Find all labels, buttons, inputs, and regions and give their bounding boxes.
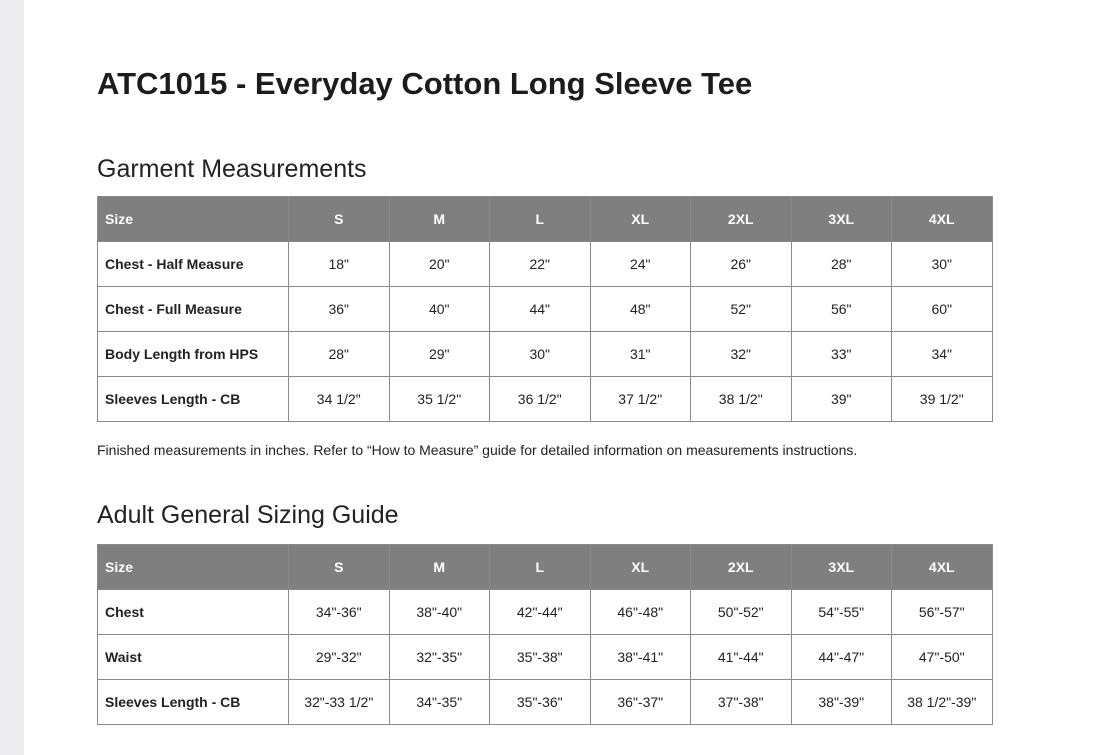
measurement-cell: 35"-36" (490, 680, 591, 725)
measurement-cell: 32"-33 1/2" (289, 680, 390, 725)
column-header: XL (590, 545, 691, 590)
column-header: 2XL (691, 197, 792, 242)
measurement-cell: 34 1/2" (289, 377, 390, 422)
measurement-cell: 56" (791, 287, 892, 332)
table-header-row (98, 545, 993, 590)
measurement-cell: 34"-36" (289, 590, 390, 635)
measurement-cell: 44"-47" (791, 635, 892, 680)
measurement-cell: 34" (892, 332, 993, 377)
measurement-cell: 36" (289, 287, 390, 332)
table-row (98, 590, 993, 635)
measurement-cell: 52" (691, 287, 792, 332)
table-row (98, 635, 993, 680)
document-title: ATC1015 - Everyday Cotton Long Sleeve Tee (97, 66, 753, 101)
measurement-cell: 26" (691, 242, 792, 287)
measurement-cell: 35 1/2" (389, 377, 490, 422)
measurement-cell: 42"-44" (490, 590, 591, 635)
measurement-cell: 60" (892, 287, 993, 332)
row-label: Sleeves Length - CB (98, 377, 289, 422)
measurement-cell: 37"-38" (691, 680, 792, 725)
measurement-cell: 37 1/2" (590, 377, 691, 422)
measurement-cell: 18" (289, 242, 390, 287)
garment-measurements-table (97, 196, 993, 422)
measurement-cell: 48" (590, 287, 691, 332)
measurement-cell: 24" (590, 242, 691, 287)
measurement-cell: 38 1/2" (691, 377, 792, 422)
measurement-cell: 50"-52" (691, 590, 792, 635)
garment-measurements-heading: Garment Measurements (97, 155, 367, 183)
measurement-cell: 38"-41" (590, 635, 691, 680)
measurement-cell: 38 1/2"-39" (892, 680, 993, 725)
measurement-cell: 38"-40" (389, 590, 490, 635)
column-header: 3XL (791, 197, 892, 242)
document-page (24, 0, 1112, 755)
measurement-cell: 56"-57" (892, 590, 993, 635)
measurement-cell: 35"-38" (490, 635, 591, 680)
column-header: L (490, 197, 591, 242)
table-row (98, 242, 993, 287)
row-label: Chest - Half Measure (98, 242, 289, 287)
measurement-cell: 54"-55" (791, 590, 892, 635)
measurement-note: Finished measurements in inches. Refer to “How to Measure” guide for detailed information on measurements instructions. (97, 442, 858, 458)
column-header: 2XL (691, 545, 792, 590)
column-header: 4XL (892, 197, 993, 242)
row-label: Chest - Full Measure (98, 287, 289, 332)
column-header: S (289, 197, 390, 242)
column-header: Size (98, 197, 289, 242)
table-row (98, 377, 993, 422)
measurement-cell: 36"-37" (590, 680, 691, 725)
column-header: M (389, 197, 490, 242)
measurement-cell: 30" (892, 242, 993, 287)
column-header: XL (590, 197, 691, 242)
row-label: Chest (98, 590, 289, 635)
measurement-cell: 28" (289, 332, 390, 377)
row-label: Sleeves Length - CB (98, 680, 289, 725)
sizing-guide-heading: Adult General Sizing Guide (97, 501, 399, 529)
column-header: L (490, 545, 591, 590)
column-header: 3XL (791, 545, 892, 590)
measurement-cell: 33" (791, 332, 892, 377)
measurement-cell: 31" (590, 332, 691, 377)
column-header: Size (98, 545, 289, 590)
measurement-cell: 38"-39" (791, 680, 892, 725)
measurement-cell: 41"-44" (691, 635, 792, 680)
measurement-cell: 40" (389, 287, 490, 332)
table-header-row (98, 197, 993, 242)
measurement-cell: 46"-48" (590, 590, 691, 635)
measurement-cell: 44" (490, 287, 591, 332)
column-header: 4XL (892, 545, 993, 590)
table-row (98, 680, 993, 725)
sizing-guide-table (97, 544, 993, 725)
measurement-cell: 20" (389, 242, 490, 287)
measurement-cell: 39 1/2" (892, 377, 993, 422)
measurement-cell: 22" (490, 242, 591, 287)
column-header: M (389, 545, 490, 590)
measurement-cell: 36 1/2" (490, 377, 591, 422)
row-label: Body Length from HPS (98, 332, 289, 377)
measurement-cell: 39" (791, 377, 892, 422)
measurement-cell: 32" (691, 332, 792, 377)
table-row (98, 332, 993, 377)
column-header: S (289, 545, 390, 590)
measurement-cell: 28" (791, 242, 892, 287)
table-row (98, 287, 993, 332)
measurement-cell: 32"-35" (389, 635, 490, 680)
measurement-cell: 29"-32" (289, 635, 390, 680)
row-label: Waist (98, 635, 289, 680)
measurement-cell: 47"-50" (892, 635, 993, 680)
measurement-cell: 30" (490, 332, 591, 377)
measurement-cell: 29" (389, 332, 490, 377)
measurement-cell: 34"-35" (389, 680, 490, 725)
